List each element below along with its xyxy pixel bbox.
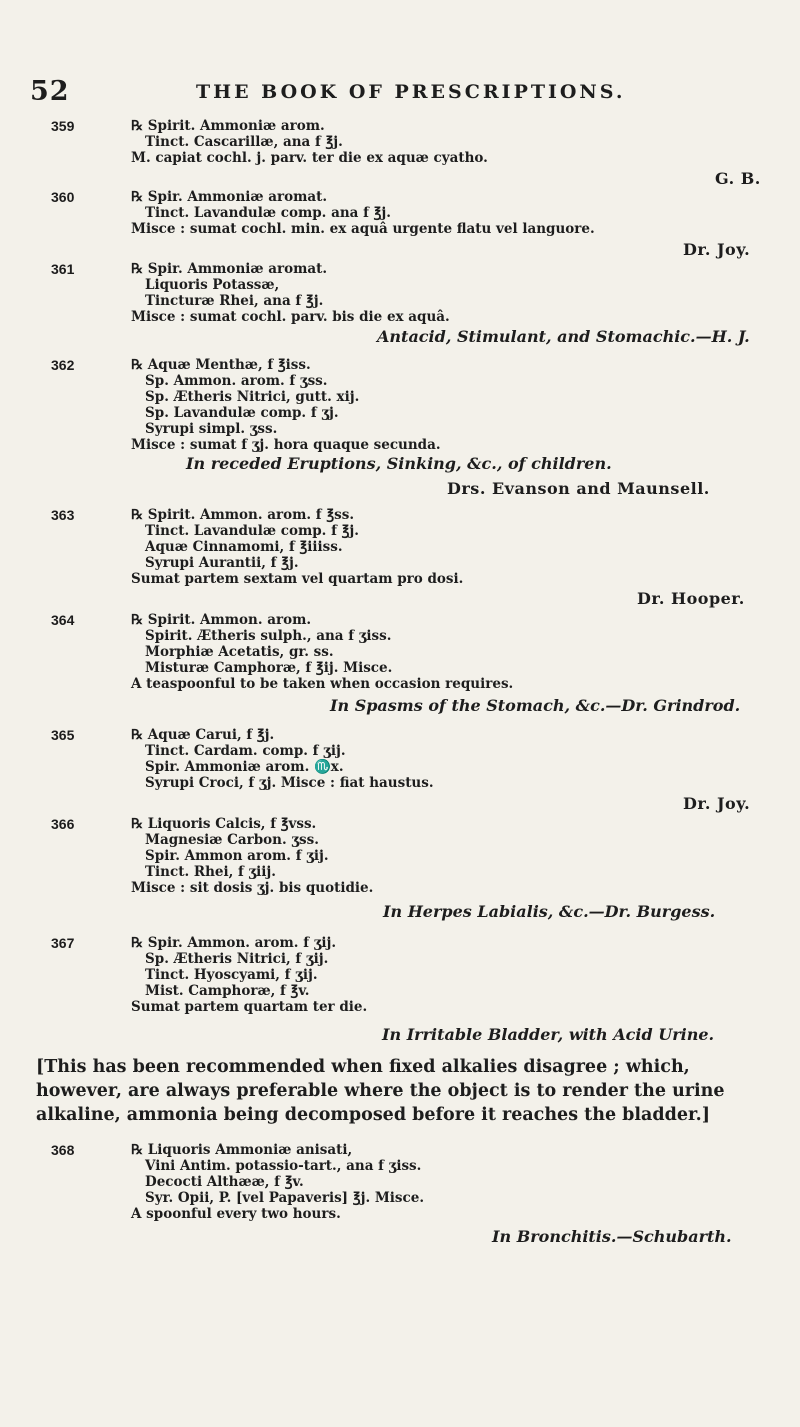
- editorial-note-line: however, are always preferable where the object is to render the urine: [36, 1081, 725, 1101]
- rx-line: Misturæ Camphoræ, f ℥ij. Misce.: [145, 660, 393, 676]
- rx-line: Morphiæ Acetatis, gr. ss.: [145, 644, 334, 660]
- rx-line: ℞ Spirit. Ammoniæ arom.: [131, 118, 325, 134]
- rx-line: Sp. Ammon. arom. f ʒss.: [145, 373, 328, 389]
- rx-line: Syr. Opii, P. [vel Papaveris] ℥j. Misce.: [145, 1190, 425, 1206]
- running-head: THE BOOK OF PRESCRIPTIONS.: [196, 81, 626, 103]
- rx-line: Mist. Camphoræ, f ℥v.: [145, 983, 310, 999]
- rx-line: Aquæ Cinnamomi, f ℥iiiss.: [145, 539, 343, 555]
- editorial-note-line: [This has been recommended when fixed alkalies disagree ; which,: [36, 1057, 690, 1077]
- rx-line: Sp. Ætheris Nitrici, gutt. xij.: [145, 389, 360, 405]
- rx-line: Misce : sit dosis ʒj. bis quotidie.: [131, 880, 374, 896]
- rx-line: Tinct. Lavandulæ comp. ana f ℥j.: [145, 205, 391, 221]
- rx-line: Tinct. Lavandulæ comp. f ℥j.: [145, 523, 359, 539]
- indication-heading: In receded Eruptions, Sinking, &c., of children.: [186, 454, 612, 473]
- rx-line: ℞ Spir. Ammoniæ aromat.: [131, 261, 328, 277]
- prescription-number: 366: [51, 816, 75, 832]
- indication-heading: Antacid, Stimulant, and Stomachic.—H. J.: [377, 327, 750, 346]
- rx-line: Sumat partem quartam ter die.: [131, 999, 368, 1015]
- rx-line: ℞ Aquæ Menthæ, f ℥iss.: [131, 357, 311, 373]
- rx-line: Spirit. Ætheris sulph., ana f ʒiss.: [145, 628, 392, 644]
- rx-line: Syrupi simpl. ʒss.: [145, 421, 278, 437]
- rx-line: Spir. Ammoniæ arom. ♏x.: [145, 759, 344, 775]
- rx-line: ℞ Liquoris Ammoniæ anisati,: [131, 1142, 353, 1158]
- prescription-number: 368: [51, 1142, 75, 1158]
- page-number: 52: [30, 76, 70, 107]
- prescription-number: 362: [51, 357, 75, 373]
- rx-line: Syrupi Aurantii, f ℥j.: [145, 555, 299, 571]
- editorial-note-line: alkaline, ammonia being decomposed before it reaches the bladder.]: [36, 1105, 710, 1125]
- prescription-number: 360: [51, 189, 75, 205]
- indication-heading: In Spasms of the Stomach, &c.—Dr. Grindrod.: [330, 696, 741, 715]
- indication-heading: In Herpes Labialis, &c.—Dr. Burgess.: [383, 902, 716, 921]
- rx-line: ℞ Aquæ Carui, f ℥j.: [131, 727, 275, 743]
- rx-line: A teaspoonful to be taken when occasion requires.: [131, 676, 514, 692]
- rx-line: Misce : sumat f ʒj. hora quaque secunda.: [131, 437, 441, 453]
- rx-line: Tinct. Cardam. comp. f ʒij.: [145, 743, 346, 759]
- author: Dr. Joy.: [683, 240, 751, 259]
- prescription-number: 364: [51, 612, 75, 628]
- prescription-number: 365: [51, 727, 75, 743]
- rx-line: Sp. Ætheris Nitrici, f ʒij.: [145, 951, 329, 967]
- rx-line: ℞ Liquoris Calcis, f ℥vss.: [131, 816, 317, 832]
- author: G. B.: [715, 169, 761, 188]
- rx-line: Sumat partem sextam vel quartam pro dosi.: [131, 571, 464, 587]
- prescription-number: 359: [51, 118, 75, 134]
- rx-line: Misce : sumat cochl. parv. bis die ex aquâ.: [131, 309, 450, 325]
- rx-line: Misce : sumat cochl. min. ex aquâ urgente flatu vel languore.: [131, 221, 595, 237]
- author: Dr. Joy.: [683, 794, 751, 813]
- rx-line: Syrupi Croci, f ʒj. Misce : fiat haustus.: [145, 775, 434, 791]
- rx-line: ℞ Spirit. Ammon. arom. f ℥ss.: [131, 507, 355, 523]
- prescription-number: 361: [51, 261, 75, 277]
- rx-line: ℞ Spirit. Ammon. arom.: [131, 612, 312, 628]
- author: Drs. Evanson and Maunsell.: [447, 479, 710, 498]
- indication-heading: In Bronchitis.—Schubarth.: [492, 1227, 732, 1246]
- rx-line: Tinct. Cascarillæ, ana f ℥j.: [145, 134, 343, 150]
- rx-line: Sp. Lavandulæ comp. f ʒj.: [145, 405, 339, 421]
- rx-line: Tincturæ Rhei, ana f ℥j.: [145, 293, 324, 309]
- rx-line: ℞ Spir. Ammoniæ aromat.: [131, 189, 328, 205]
- prescription-number: 363: [51, 507, 75, 523]
- author: Dr. Hooper.: [637, 589, 745, 608]
- prescription-number: 367: [51, 935, 75, 951]
- rx-line: M. capiat cochl. j. parv. ter die ex aquæ cyatho.: [131, 150, 488, 166]
- rx-line: ℞ Spir. Ammon. arom. f ʒij.: [131, 935, 337, 951]
- rx-line: Decocti Althææ, f ℥v.: [145, 1174, 304, 1190]
- rx-line: Liquoris Potassæ,: [145, 277, 280, 293]
- rx-line: Tinct. Rhei, f ʒiij.: [145, 864, 277, 880]
- rx-line: Magnesiæ Carbon. ʒss.: [145, 832, 319, 848]
- indication-heading: In Irritable Bladder, with Acid Urine.: [382, 1025, 715, 1044]
- rx-line: Tinct. Hyoscyami, f ʒij.: [145, 967, 318, 983]
- rx-line: A spoonful every two hours.: [131, 1206, 341, 1222]
- rx-line: Vini Antim. potassio-tart., ana f ʒiss.: [145, 1158, 422, 1174]
- rx-line: Spir. Ammon arom. f ʒij.: [145, 848, 329, 864]
